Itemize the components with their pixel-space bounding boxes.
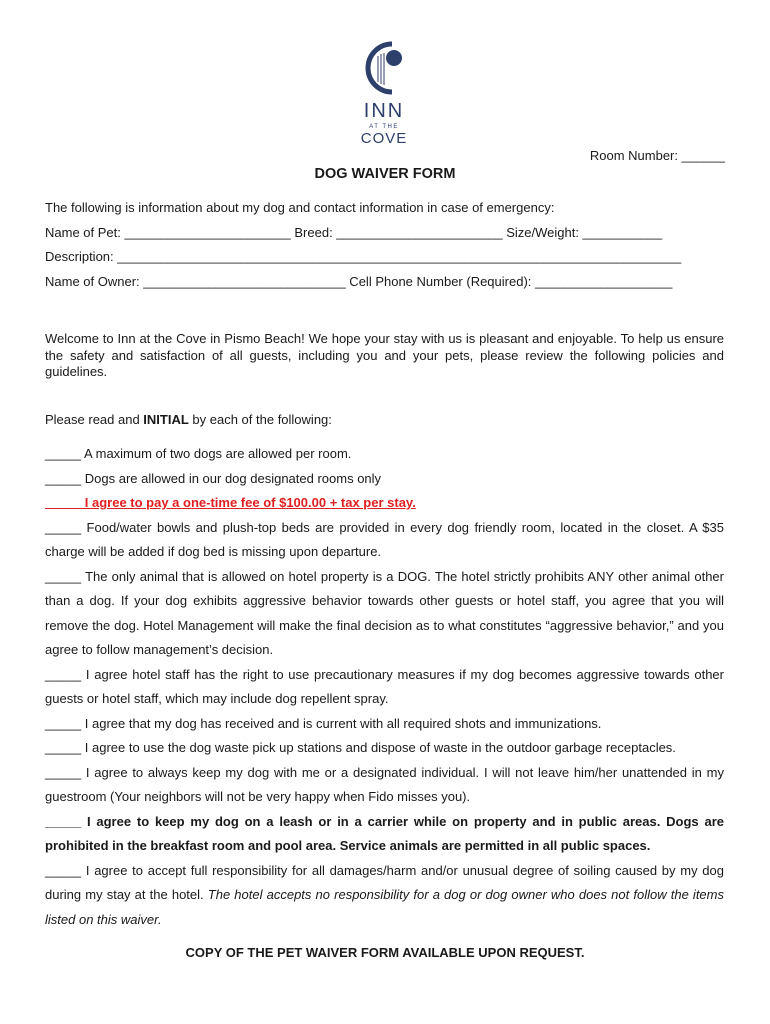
owner-info-line[interactable]: Name of Owner: ____________________________ Cell Phone Number (Required): ___________________ xyxy=(45,274,673,289)
list-item[interactable]: _____ I agree hotel staff has the right to use precautionary measures if my dog becomes aggressive towards other guests or hotel staff, which may include dog repellent spray. xyxy=(45,666,724,706)
instruction-prefix: Please read and xyxy=(45,412,144,427)
list-item[interactable]: _____ I agree to use the dog waste pick up stations and dispose of waste in the outdoor garbage receptacles. xyxy=(45,740,676,755)
leash-agreement-item[interactable]: _____ I agree to keep my dog on a leash or in a carrier while on property and in public areas. Dogs are prohibited in the breakfast room and pool area. Service animals are permitted in all public spaces. xyxy=(45,813,724,853)
inn-at-the-cove-logo xyxy=(352,38,416,150)
instruction-line xyxy=(45,412,332,427)
list-item[interactable]: _____ Dogs are allowed in our dog designated rooms only xyxy=(45,470,382,486)
list-item[interactable]: _____ I agree that my dog has received and is current with all required shots and immunizations. xyxy=(45,715,602,731)
instruction-bold: INITIAL xyxy=(143,412,189,427)
list-item[interactable]: _____ I agree to always keep my dog with me or a designated individual. I will not leave him/her unattended in my guestroom (Your neighbors will not be very happy when Fido misses you). xyxy=(45,764,724,804)
room-number-field[interactable]: Room Number: ______ xyxy=(589,148,725,163)
list-item[interactable]: _____ A maximum of two dogs are allowed per room. xyxy=(45,446,352,461)
form-title: DOG WAIVER FORM xyxy=(314,166,456,182)
logo-cove-text: COVE xyxy=(360,130,408,147)
instruction-suffix: by each of the following: xyxy=(188,412,332,427)
list-item[interactable]: _____ The only animal that is allowed on hotel property is a DOG. The hotel strictly prohibits ANY other animal other than a dog. If your dog exhibits aggressive behavior towards other guests or hotel staff, you agree that you will remove the dog. Hotel Management will make the final decision as to what constitutes “aggressive behavior,” and you agree to follow management’s decision. xyxy=(45,568,724,657)
description-line[interactable]: Description: ______________________________________________________________________________ xyxy=(45,249,682,264)
welcome-paragraph: Welcome to Inn at the Cove in Pismo Beach! We hope your stay with us is pleasant and enjoyable. To help us ensure the safety and satisfaction of all guests, including you and your pets, please review the following policies and guidelines. xyxy=(45,331,724,379)
pet-info-line[interactable]: Name of Pet: _______________________ Breed: _______________________ Size/Weight: ___________ xyxy=(45,225,663,240)
fee-agreement-item[interactable]: _____ I agree to pay a one-time fee of $100.00 + tax per stay. xyxy=(45,495,416,510)
logo-at-the-text: AT THE xyxy=(369,124,399,130)
list-item[interactable]: _____ Food/water bowls and plush-top beds are provided in every dog friendly room, located in the closet. A $35 charge will be added if dog bed is missing upon departure. xyxy=(45,519,724,559)
footer-notice: COPY OF THE PET WAIVER FORM AVAILABLE UPON REQUEST. xyxy=(185,945,585,960)
responsibility-text: _____ I agree to accept full responsibility for all damages/harm and/or unusual degree of soiling caused by my dog during my stay at the hotel. xyxy=(45,862,724,902)
list-item[interactable] xyxy=(45,859,724,933)
waiver-items-list xyxy=(45,442,724,932)
intro-text: The following is information about my dog and contact information in case of emergency: xyxy=(45,200,555,215)
hotel-disclaimer-text: The hotel accepts no responsibility for a dog or dog owner who does not follow the items listed on this waiver. xyxy=(45,887,724,927)
logo-inn-text: INN xyxy=(363,100,405,122)
cove-emblem-icon xyxy=(362,38,406,98)
